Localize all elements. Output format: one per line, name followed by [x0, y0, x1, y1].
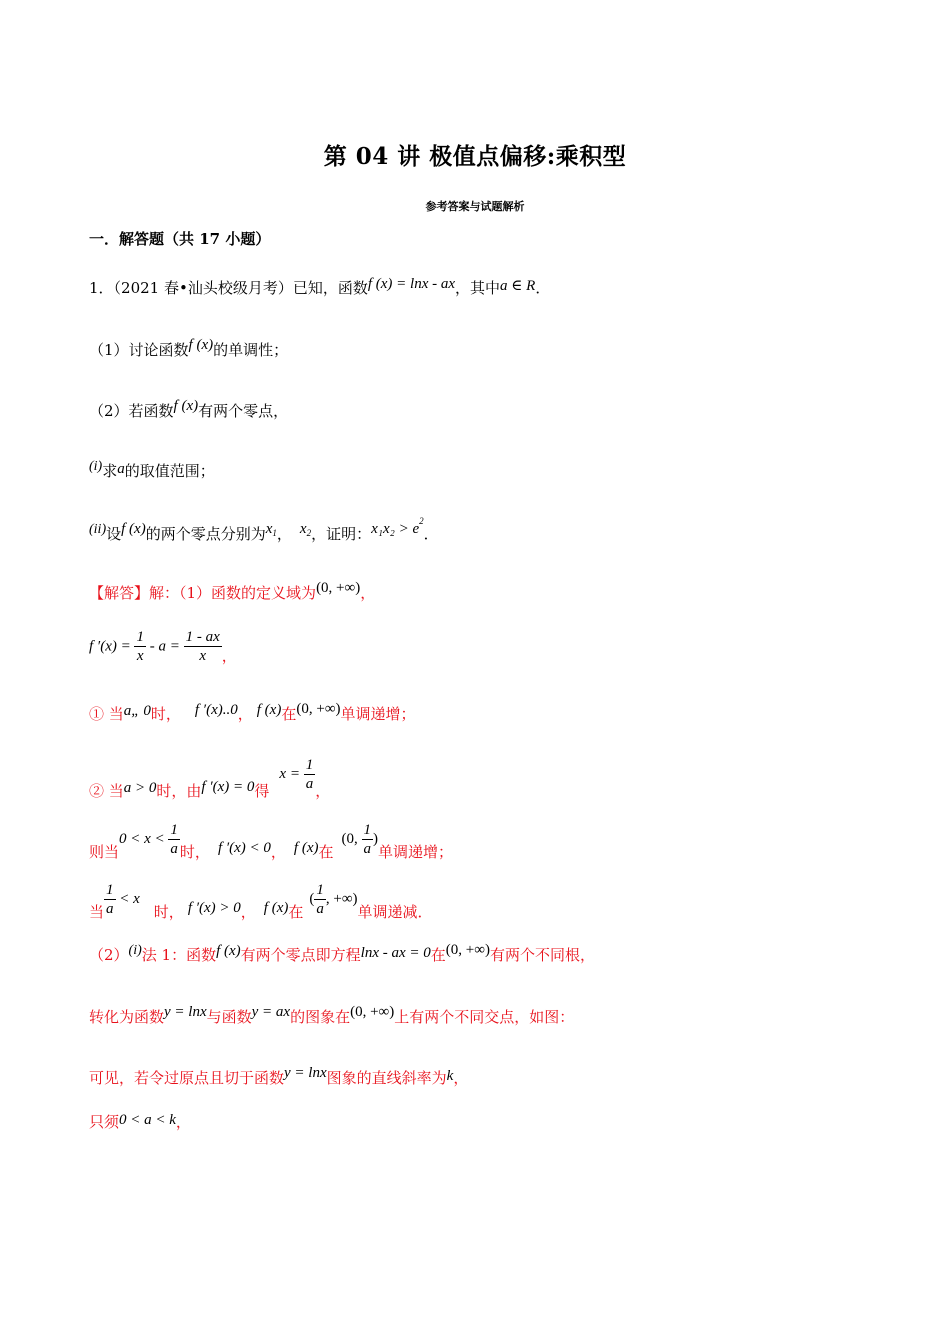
- sub-question-ii: (ii)设f (x)的两个零点分别为$x_1$， $x_2$，证明：$x_1x_2 > e^2$．: [89, 516, 439, 543]
- page-subtitle: 参考答案与试题解析: [425, 200, 525, 213]
- problem-1-statement: 1．（2021 春•汕头校级月考）已知，函数f (x) = lnx - ax，其中a ∈ R．: [89, 276, 551, 297]
- part-2-question: （2）若函数f (x)有两个零点，: [89, 398, 289, 420]
- section-heading: 一．解答题（共 17 小题）: [89, 230, 271, 248]
- function-definition: f (x) = lnx - ax: [367, 276, 456, 292]
- part-1-question: （1）讨论函数f (x)的单调性；: [89, 337, 289, 359]
- derivative-formula: f ′(x) = $\frac{1}{x}$ - a = $\frac{1 - ax}{x}$ ，: [89, 629, 237, 665]
- condition-statement: 只须0 < a < k，: [89, 1112, 191, 1131]
- case-2: ② 当a > 0时，由f ′(x) = 0得x = $\frac{1}{a}$ ，: [89, 757, 331, 800]
- sub-question-i: (i)求a的取值范围；: [89, 459, 215, 480]
- solution-intro: 【解答】解：（1）函数的定义域为(0, +∞)，: [89, 580, 376, 602]
- convert-statement: 转化为函数y = lnx与函数y = ax的图象在(0, +∞)上有两个不同交点，如图：: [89, 1004, 575, 1026]
- page-title: 第 04 讲 极值点偏移:乘积型: [323, 143, 627, 170]
- case-2-increasing: 则当0 < x < $\frac{1}{a}$ 时， f ′(x) < 0， f (x)在(0, $\frac{1}{a}$ )单调递增；: [89, 822, 454, 861]
- case-2-decreasing: 当 $\frac{1}{a}$ < x时， f ′(x) > 0， f (x)在( $\frac{1}{a}$ , +∞)单调递减．: [89, 882, 433, 921]
- solution-label: 【解答】: [89, 584, 150, 602]
- case-1: ① 当a„ 0时， f ′(x)..0， f (x)在(0, +∞)单调递增；: [89, 701, 416, 723]
- tangent-statement: 可见，若令过原点且切于函数y = lnx图象的直线斜率为k，: [89, 1065, 469, 1087]
- part-2-method-1: （2）(i)法 1：函数f (x)有两个零点即方程lnx - ax = 0在(0, +∞)有两个不同根，: [89, 942, 595, 964]
- inequality-to-prove: $x_1x_2 > e^2$: [371, 516, 424, 537]
